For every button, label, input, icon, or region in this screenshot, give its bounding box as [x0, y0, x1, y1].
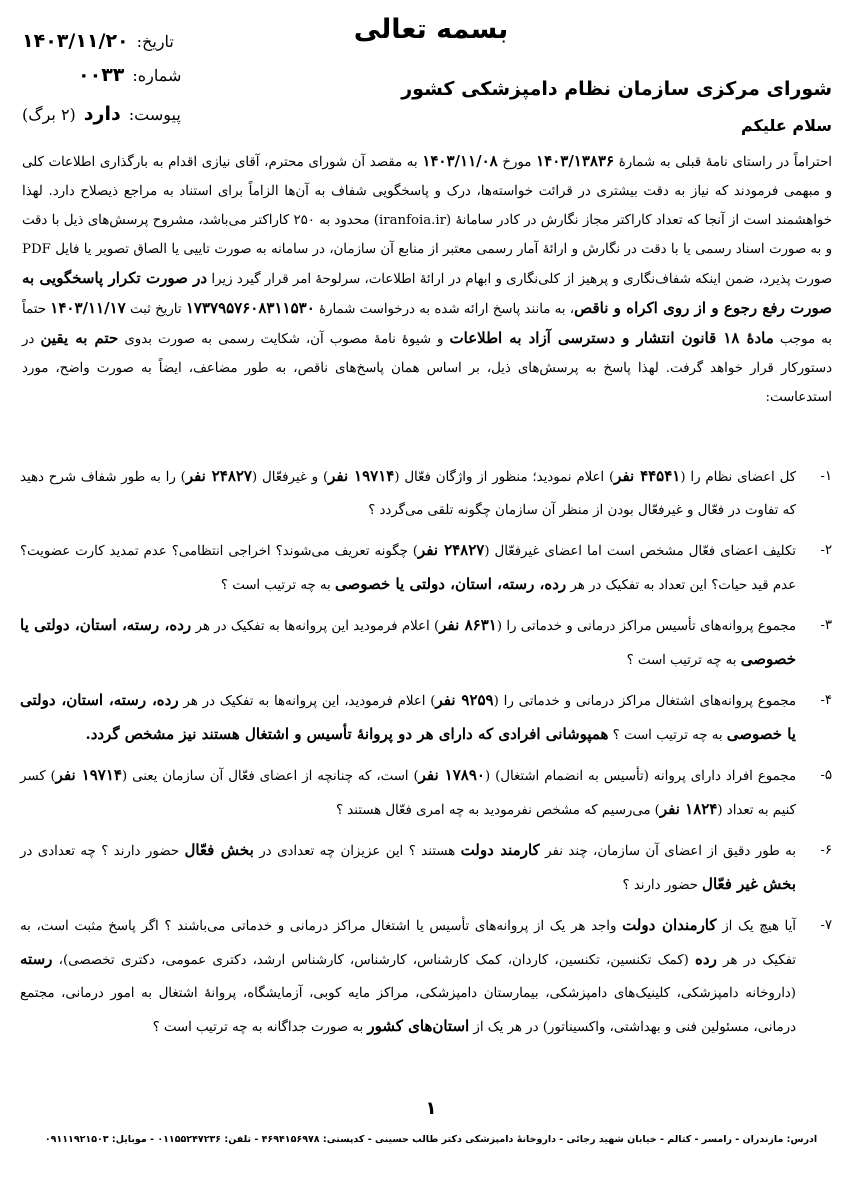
question-text: حضور دارند ؟ — [622, 878, 703, 893]
letter-date — [22, 30, 174, 52]
question-text: ) می‌رسیم که مشخص نفرمودید به چه امری فعّال هستند ؟ — [335, 803, 660, 818]
question-text: ) چگونه تعریف می‌شوند؟ اخراجی انتظامی؟ عدم تمدید کارت عضویت؟ عدم قید حیات؟ این تعداد به تفکیک در هر — [20, 544, 796, 593]
date-label: تاریخ: — [136, 32, 174, 51]
question-text: آیا هیچ یک از — [716, 919, 796, 934]
question-text: تکلیف اعضای فعّال مشخص است اما اعضای غیرفعّال ( — [484, 544, 797, 559]
question-text: ) اعلام فرمودید این پروانه‌ها به تفکیک در هر — [191, 619, 440, 634]
question-text: هستند ؟ این عزیزان چه تعدادی در — [253, 844, 461, 859]
body-text: تاریخ ثبت — [125, 302, 186, 317]
question-number: ۷- — [820, 918, 832, 933]
question-text: ) است، که چنانچه از اعضای فعّال آن سازمان یعنی ( — [121, 769, 419, 784]
question-emphasis: استان‌های کشور — [367, 1017, 470, 1035]
page-number: ۱ — [425, 1098, 437, 1119]
question-number: ۱- — [820, 469, 832, 484]
law-reference: مادهٔ ۱۸ قانون انتشار و دسترسی آزاد به اطلاعات — [449, 329, 774, 347]
question-text: به صورت جداگانه به چه ترتیب است ؟ — [152, 1020, 368, 1035]
question-figure: ۲۴۸۲۷ نفر — [185, 467, 252, 485]
question-figure: ۱۸۲۴ نفر — [659, 800, 718, 818]
body-text: حتماً به موجب — [22, 302, 833, 347]
question-number: ۶- — [820, 843, 832, 858]
question-text: ) را به طور شفاف شرح دهید که تفاوت در فعّال و غیرفعّال بودن از منظر آن سازمان چگونه تلقی می‌گردد ؟ — [20, 470, 796, 518]
question-figure: ۱۷۸۹۰ نفر — [418, 766, 485, 784]
ref-number: ۱۴۰۳/۱۳۸۳۶ — [536, 152, 615, 170]
question-item — [20, 909, 832, 1044]
ref-date: ۱۴۰۳/۱۱/۰۸ — [422, 152, 498, 170]
question-emphasis: کارمند دولت — [460, 841, 540, 859]
question-number: ۴- — [820, 693, 832, 708]
question-item — [20, 759, 832, 827]
question-text: کل اعضای نظام را ( — [680, 470, 796, 485]
question-number: ۳- — [820, 618, 832, 633]
recipient-line: شورای مرکزی سازمان نظام دامپزشکی کشور — [401, 78, 832, 100]
question-figure: ۲۴۸۲۷ نفر — [418, 541, 485, 559]
question-text: به چه ترتیب است ؟ — [220, 578, 335, 593]
question-figure: ۱۹۷۱۴ نفر — [55, 766, 122, 784]
question-emphasis: رده، رسته، استان، دولتی یا خصوصی — [20, 691, 796, 743]
question-emphasis: رده — [695, 950, 717, 968]
body-text: و شیوهٔ نامهٔ مصوب آن، شکایت رسمی به صورت بدوی — [118, 332, 450, 347]
question-text: (کمک تکنسین، تکنسین، کاردان، کمک کارشناس، کارشناس، کارشناس ارشد، دکتری عمومی، دکتری تخصصی)، — [52, 953, 696, 968]
question-emphasis: بخش غیر فعّال — [702, 875, 796, 893]
question-number: ۲- — [820, 543, 832, 558]
request-date: ۱۴۰۳/۱۱/۱۷ — [50, 299, 126, 317]
question-emphasis: کارمندان دولت — [622, 916, 717, 934]
question-item — [20, 609, 832, 677]
body-text: احتراماً در راستای نامهٔ قبلی به شمارهٔ — [614, 155, 832, 170]
greeting-line: سلام علیکم — [740, 116, 832, 135]
question-text: واجد هر یک از پروانه‌های تأسیس یا اشتغال مراکز درمانی و خدماتی می‌باشند ؟ اگر پاسخ مثبت است، به تفکیک در هر — [20, 919, 796, 968]
attachment-note: (۲ برگ) — [22, 105, 76, 124]
letter-attachment — [22, 103, 181, 125]
footer-address: آدرس: مازندران - رامسر - کتالم - خیابان شهید رجائی - داروخانهٔ دامپزشکی دکتر طالب حسینی - کدپستی: ۴۶۹۴۱۵۶۹۷۸ - تلفن: ۰۱۱۵۵۲۴۷۲۳۶ - موبایل: ۰۹۱۱۱۹۲۱۵۰۳ — [44, 1134, 818, 1145]
question-emphasis: بخش فعّال — [184, 841, 254, 859]
question-text: مجموع افراد دارای پروانه (تأسیس به انضمام اشتغال) ( — [484, 769, 797, 784]
question-text: (داروخانه دامپزشکی، کلینیک‌های دامپزشکی، بیمارستان دامپزشکی، مراکز مایه کوبی، آزمایشگاه، پروانهٔ اشتغال به امور درمانی، مجتمع درمانی، مسئولین فنی و بهداشتی، واکسیناتور) در هر یک از — [20, 986, 796, 1035]
questions-list — [20, 460, 832, 1051]
question-emphasis: همپوشانی افرادی که دارای هر دو پروانهٔ تأسیس و اشتغال هستند نیز مشخص گردد. — [85, 725, 609, 743]
question-text: ) و غیرفعّال ( — [252, 470, 329, 485]
number-value: ۰۰۳۳ — [78, 64, 125, 86]
question-figure: ۸۶۳۱ نفر — [439, 616, 497, 634]
attachment-value: دارد — [83, 103, 121, 125]
question-text: به چه ترتیب است ؟ — [608, 728, 727, 743]
question-text: ) اعلام فرمودید، این پروانه‌ها به تفکیک در هر — [178, 694, 436, 709]
question-text: ) اعلام نمودید؛ منظور از واژگان فعّال ( — [394, 470, 615, 485]
question-text: حضور دارند ؟ چه تعدادی در — [20, 844, 185, 859]
date-value: ۱۴۰۳/۱۱/۲۰ — [22, 30, 129, 52]
question-text: به چه ترتیب است ؟ — [626, 653, 741, 668]
question-text: ) کسر کنیم به تعداد ( — [20, 769, 796, 818]
number-label: شماره: — [132, 66, 182, 85]
question-emphasis: رده، رسته، استان، دولتی یا خصوصی — [20, 616, 796, 668]
question-number: ۵- — [820, 768, 832, 783]
question-emphasis: رسته — [20, 950, 53, 968]
question-item — [20, 684, 832, 752]
body-text: مورخ — [497, 155, 537, 170]
emphasis-text: حتم به یقین — [40, 329, 119, 347]
body-text: در دستورکار قرار خواهد گرفت. لهذا پاسخ به پرسش‌های ذیل، بر اساس همان پاسخ‌های ناقص، به طور مضاعف، ایضاً به صورت واضح، مورد استدعاست: — [22, 332, 832, 405]
attachment-label: پیوست: — [128, 105, 181, 124]
body-paragraph — [22, 147, 832, 412]
question-item — [20, 834, 832, 902]
question-text: مجموع پروانه‌های اشتغال مراکز درمانی و خدماتی را ( — [493, 694, 796, 709]
question-text: به طور دقیق از اعضای آن سازمان، چند نفر — [539, 844, 796, 859]
letter-number — [78, 64, 181, 86]
request-number: ۱۷۳۷۹۵۷۶۰۸۳۱۱۵۳۰ — [185, 299, 315, 317]
question-text: مجموع پروانه‌های تأسیس مراکز درمانی و خدماتی را ( — [496, 619, 797, 634]
body-text: ، به مانند پاسخ ارائه شده به درخواست شمارهٔ — [314, 302, 575, 317]
emphasis-text: در صورت تکرار پاسخگویی به صورت رفع رجوع و از روی اکراه و ناقص — [22, 269, 832, 317]
question-figure: ۴۴۵۴۱ نفر — [614, 467, 681, 485]
question-item — [20, 460, 832, 527]
body-text: به مقصد آن شورای محترم، آقای نیازی اقدام به بارگذاری اطلاعات کلی و مبهمی فرمودند که نیاز به دقت بیشتری در قرائت خواسته‌ها، درک و پاسخگویی شفاف به آن‌ها الزاماً برای استناد به مراجع ذیصلاح دارد. لهذا خواهشمند است از آنجا که تعداد کاراکتر مجاز نگارش در کادر سامانهٔ (iranfoia.ir) محدود به ۲۵۰ کاراکتر می‌باشد، مشروح پرسش‌های ذیل با دقت و به صورت اسناد رسمی یا با دقت در نگارش و ارائهٔ آمار رسمی معتبر از منابع آن سازمان، در سامانه به صورت تاییی یا الصاق تصویر یا فایل PDF صورت پذیرد، ضمن اینکه شفاف‌نگاری و پرهیز از کلی‌نگاری و ابهام در ارائهٔ اطلاعات، سرلوحهٔ امر قرار گیرد زیرا — [22, 155, 832, 287]
basmala-heading: بسمه تعالی — [353, 14, 509, 45]
question-figure: ۱۹۷۱۴ نفر — [328, 467, 395, 485]
question-figure: ۹۲۵۹ نفر — [435, 691, 494, 709]
question-emphasis: رده، رسته، استان، دولتی یا خصوصی — [334, 575, 567, 593]
question-item — [20, 534, 832, 602]
